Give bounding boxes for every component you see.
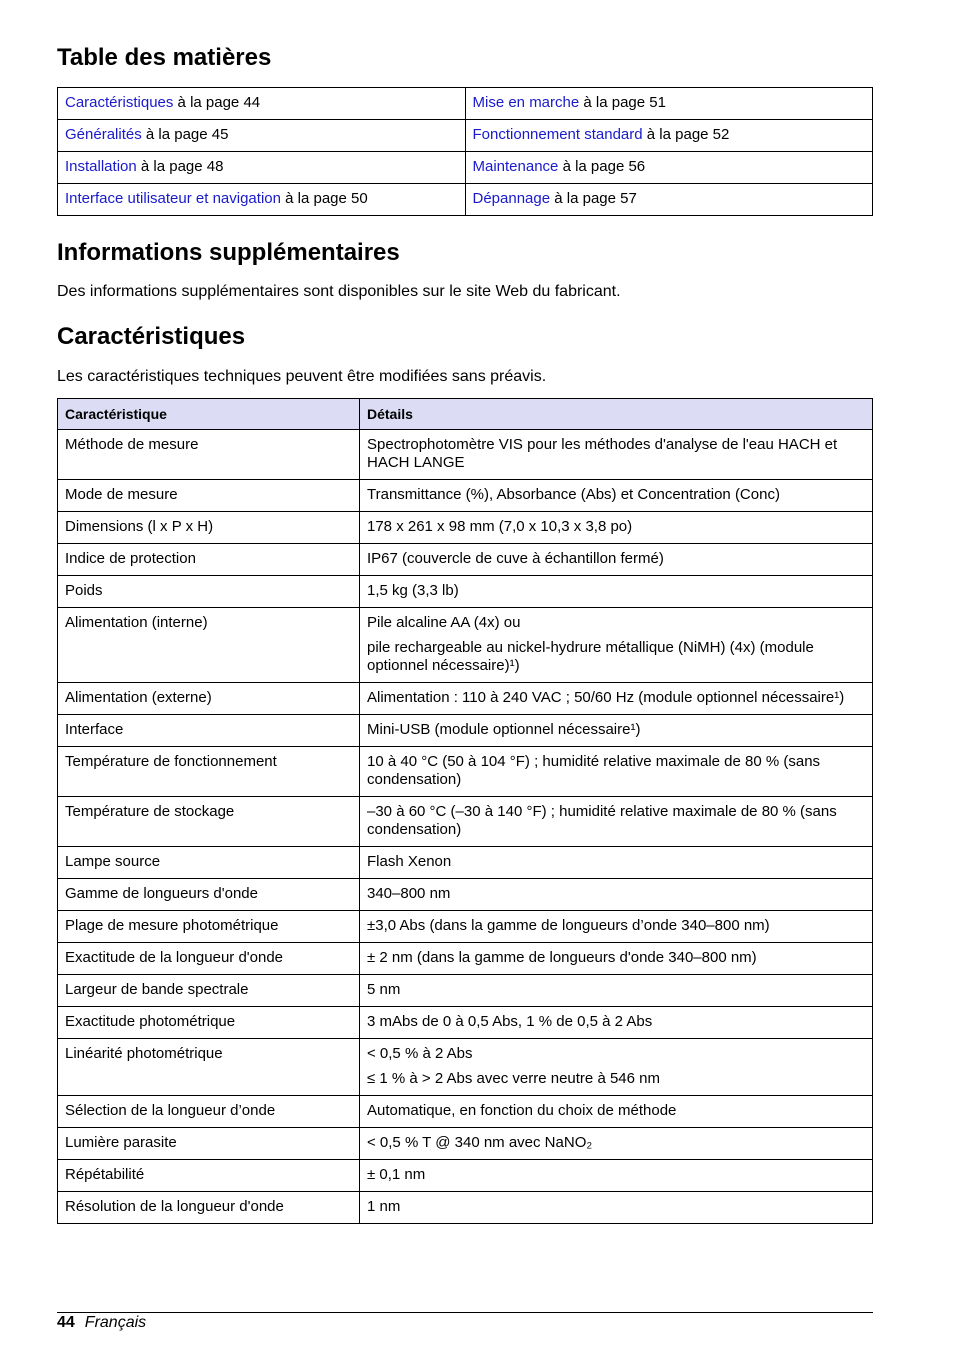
- toc-cell: [58, 184, 466, 216]
- spec-detail-line: ≤ 1 % à > 2 Abs avec verre neutre à 546 nm: [367, 1070, 660, 1087]
- spec-detail: [360, 797, 873, 847]
- spec-name: Sélection de la longueur d’onde: [58, 1096, 360, 1128]
- spec-detail-line: 1 nm: [367, 1198, 401, 1215]
- spec-detail-line: Pile alcaline AA (4x) ou: [367, 614, 521, 631]
- toc-title: Table des matières: [57, 44, 272, 71]
- spec-detail: [360, 544, 873, 576]
- spec-detail-line: Transmittance (%), Absorbance (Abs) et Concentration (Conc): [367, 486, 780, 503]
- toc-cell: [465, 152, 873, 184]
- spec-name: Exactitude photométrique: [58, 1007, 360, 1039]
- toc-page-ref: à la page 57: [550, 190, 637, 207]
- footer-rule: [57, 1312, 873, 1313]
- toc-cell: [58, 120, 466, 152]
- toc-row: [58, 184, 873, 216]
- spec-detail-line: IP67 (couvercle de cuve à échantillon fermé): [367, 550, 664, 567]
- spec-detail: [360, 1096, 873, 1128]
- toc-page-ref: à la page 44: [173, 94, 261, 111]
- spec-row: [58, 1039, 873, 1096]
- spec-name: Répétabilité: [58, 1160, 360, 1192]
- spec-detail: [360, 847, 873, 879]
- spec-detail: [360, 975, 873, 1007]
- spec-name: Poids: [58, 576, 360, 608]
- toc-row: [58, 120, 873, 152]
- spec-detail-line: –30 à 60 °C (–30 à 140 °F) ; humidité relative maximale de 80 % (sans condensation): [367, 803, 837, 838]
- spec-detail-line: ±3,0 Abs (dans la gamme de longueurs d’onde 340–800 nm): [367, 917, 770, 934]
- spec-detail-line: 340–800 nm: [367, 885, 451, 902]
- spec-detail-line: 178 x 261 x 98 mm (7,0 x 10,3 x 3,8 po): [367, 518, 633, 535]
- spec-name: Lumière parasite: [58, 1128, 360, 1160]
- info-title: Informations supplémentaires: [57, 239, 400, 266]
- toc-link[interactable]: Fonctionnement standard: [472, 126, 643, 143]
- spec-name: Exactitude de la longueur d'onde: [58, 943, 360, 975]
- spec-detail-line: 10 à 40 °C (50 à 104 °F) ; humidité relative maximale de 80 % (sans condensation): [367, 753, 821, 788]
- spec-name: Largeur de bande spectrale: [58, 975, 360, 1007]
- spec-row: [58, 576, 873, 608]
- spec-row: [58, 480, 873, 512]
- spec-detail-line: Mini-USB (module optionnel nécessaire¹): [367, 721, 641, 738]
- toc-link[interactable]: Mise en marche: [472, 94, 580, 111]
- toc-cell: [465, 120, 873, 152]
- spec-name: Résolution de la longueur d'onde: [58, 1192, 360, 1224]
- spec-detail: [360, 683, 873, 715]
- spec-detail: [360, 576, 873, 608]
- spec-row: [58, 747, 873, 797]
- spec-row: [58, 683, 873, 715]
- toc-cell: [465, 88, 873, 120]
- toc-page-ref: à la page 51: [579, 94, 666, 111]
- spec-detail: [360, 747, 873, 797]
- spec-row: [58, 797, 873, 847]
- spec-detail-line: Automatique, en fonction du choix de méthode: [367, 1102, 677, 1119]
- spec-detail: [360, 512, 873, 544]
- spec-name: Alimentation (externe): [58, 683, 360, 715]
- spec-detail-line: Flash Xenon: [367, 853, 452, 870]
- toc-page-ref: à la page 45: [141, 126, 229, 143]
- spec-row: [58, 608, 873, 683]
- spec-row: [58, 1096, 873, 1128]
- toc-cell: [58, 152, 466, 184]
- spec-detail: [360, 879, 873, 911]
- spec-name: Linéarité photométrique: [58, 1039, 360, 1096]
- spec-row: [58, 430, 873, 480]
- spec-name: Température de fonctionnement: [58, 747, 360, 797]
- specs-header-name: Caractéristique: [58, 399, 360, 430]
- toc-page-ref: à la page 56: [558, 158, 646, 175]
- toc-page-ref: à la page 52: [642, 126, 730, 143]
- spec-name: Alimentation (interne): [58, 608, 360, 683]
- toc-row: [58, 88, 873, 120]
- specs-header-row: [58, 399, 873, 430]
- spec-row: [58, 943, 873, 975]
- spec-detail: [360, 715, 873, 747]
- spec-name: Mode de mesure: [58, 480, 360, 512]
- page-number: 44: [57, 1314, 75, 1331]
- spec-name: Lampe source: [58, 847, 360, 879]
- spec-detail-line: ± 2 nm (dans la gamme de longueurs d'onde 340–800 nm): [367, 949, 757, 966]
- spec-row: [58, 1192, 873, 1224]
- toc-row: [58, 152, 873, 184]
- spec-name: Plage de mesure photométrique: [58, 911, 360, 943]
- toc-link[interactable]: Interface utilisateur et navigation: [65, 190, 281, 207]
- spec-row: [58, 1128, 873, 1160]
- spec-row: [58, 544, 873, 576]
- info-text: Des informations supplémentaires sont disponibles sur le site Web du fabricant.: [57, 283, 621, 300]
- spec-name: Méthode de mesure: [58, 430, 360, 480]
- specs-table: [57, 398, 873, 1224]
- toc-link[interactable]: Dépannage: [472, 190, 551, 207]
- spec-detail-line: 1,5 kg (3,3 lb): [367, 582, 459, 599]
- spec-row: [58, 911, 873, 943]
- spec-row: [58, 879, 873, 911]
- spec-detail: [360, 943, 873, 975]
- toc-page-ref: à la page 50: [280, 190, 368, 207]
- spec-detail: [360, 608, 873, 683]
- spec-row: [58, 1160, 873, 1192]
- spec-name: Gamme de longueurs d'onde: [58, 879, 360, 911]
- spec-detail: [360, 480, 873, 512]
- spec-row: [58, 975, 873, 1007]
- spec-name: Température de stockage: [58, 797, 360, 847]
- spec-detail-line: pile rechargeable au nickel-hydrure métallique (NiMH) (4x) (module optionnel nécessaire)¹): [367, 639, 814, 674]
- spec-row: [58, 1007, 873, 1039]
- specs-header-detail: Détails: [360, 399, 873, 430]
- spec-detail-line: Alimentation : 110 à 240 VAC ; 50/60 Hz (module optionnel nécessaire¹): [367, 689, 845, 706]
- toc-link[interactable]: Caractéristiques: [65, 94, 174, 111]
- spec-detail-line: < 0,5 % à 2 Abs: [367, 1045, 473, 1062]
- spec-detail-line: ± 0,1 nm: [367, 1166, 426, 1183]
- spec-detail-line: 3 mAbs de 0 à 0,5 Abs, 1 % de 0,5 à 2 Abs: [367, 1013, 653, 1030]
- spec-row: [58, 847, 873, 879]
- spec-name: Indice de protection: [58, 544, 360, 576]
- spec-detail-line: 5 nm: [367, 981, 401, 998]
- spec-detail: [360, 430, 873, 480]
- specs-text: Les caractéristiques techniques peuvent être modifiées sans préavis.: [57, 368, 547, 385]
- toc-cell: [58, 88, 466, 120]
- spec-detail-line: < 0,5 % T @ 340 nm avec NaNO₂: [367, 1134, 593, 1151]
- toc-page-ref: à la page 48: [136, 158, 224, 175]
- toc-link[interactable]: Maintenance: [472, 158, 559, 175]
- toc-link[interactable]: Généralités: [65, 126, 142, 143]
- spec-detail: [360, 1128, 873, 1160]
- spec-detail: [360, 1039, 873, 1096]
- spec-detail: [360, 911, 873, 943]
- specs-title: Caractéristiques: [57, 323, 246, 350]
- spec-row: [58, 715, 873, 747]
- toc-link[interactable]: Installation: [65, 158, 137, 175]
- spec-detail-line: Spectrophotomètre VIS pour les méthodes d'analyse de l'eau HACH et HACH LANGE: [367, 436, 838, 471]
- footer: [57, 1313, 146, 1333]
- spec-detail: [360, 1192, 873, 1224]
- spec-detail: [360, 1160, 873, 1192]
- toc-table: [57, 87, 873, 216]
- spec-name: Interface: [58, 715, 360, 747]
- spec-detail: [360, 1007, 873, 1039]
- toc-cell: [465, 184, 873, 216]
- spec-row: [58, 512, 873, 544]
- spec-name: Dimensions (l x P x H): [58, 512, 360, 544]
- footer-language: Français: [84, 1314, 147, 1331]
